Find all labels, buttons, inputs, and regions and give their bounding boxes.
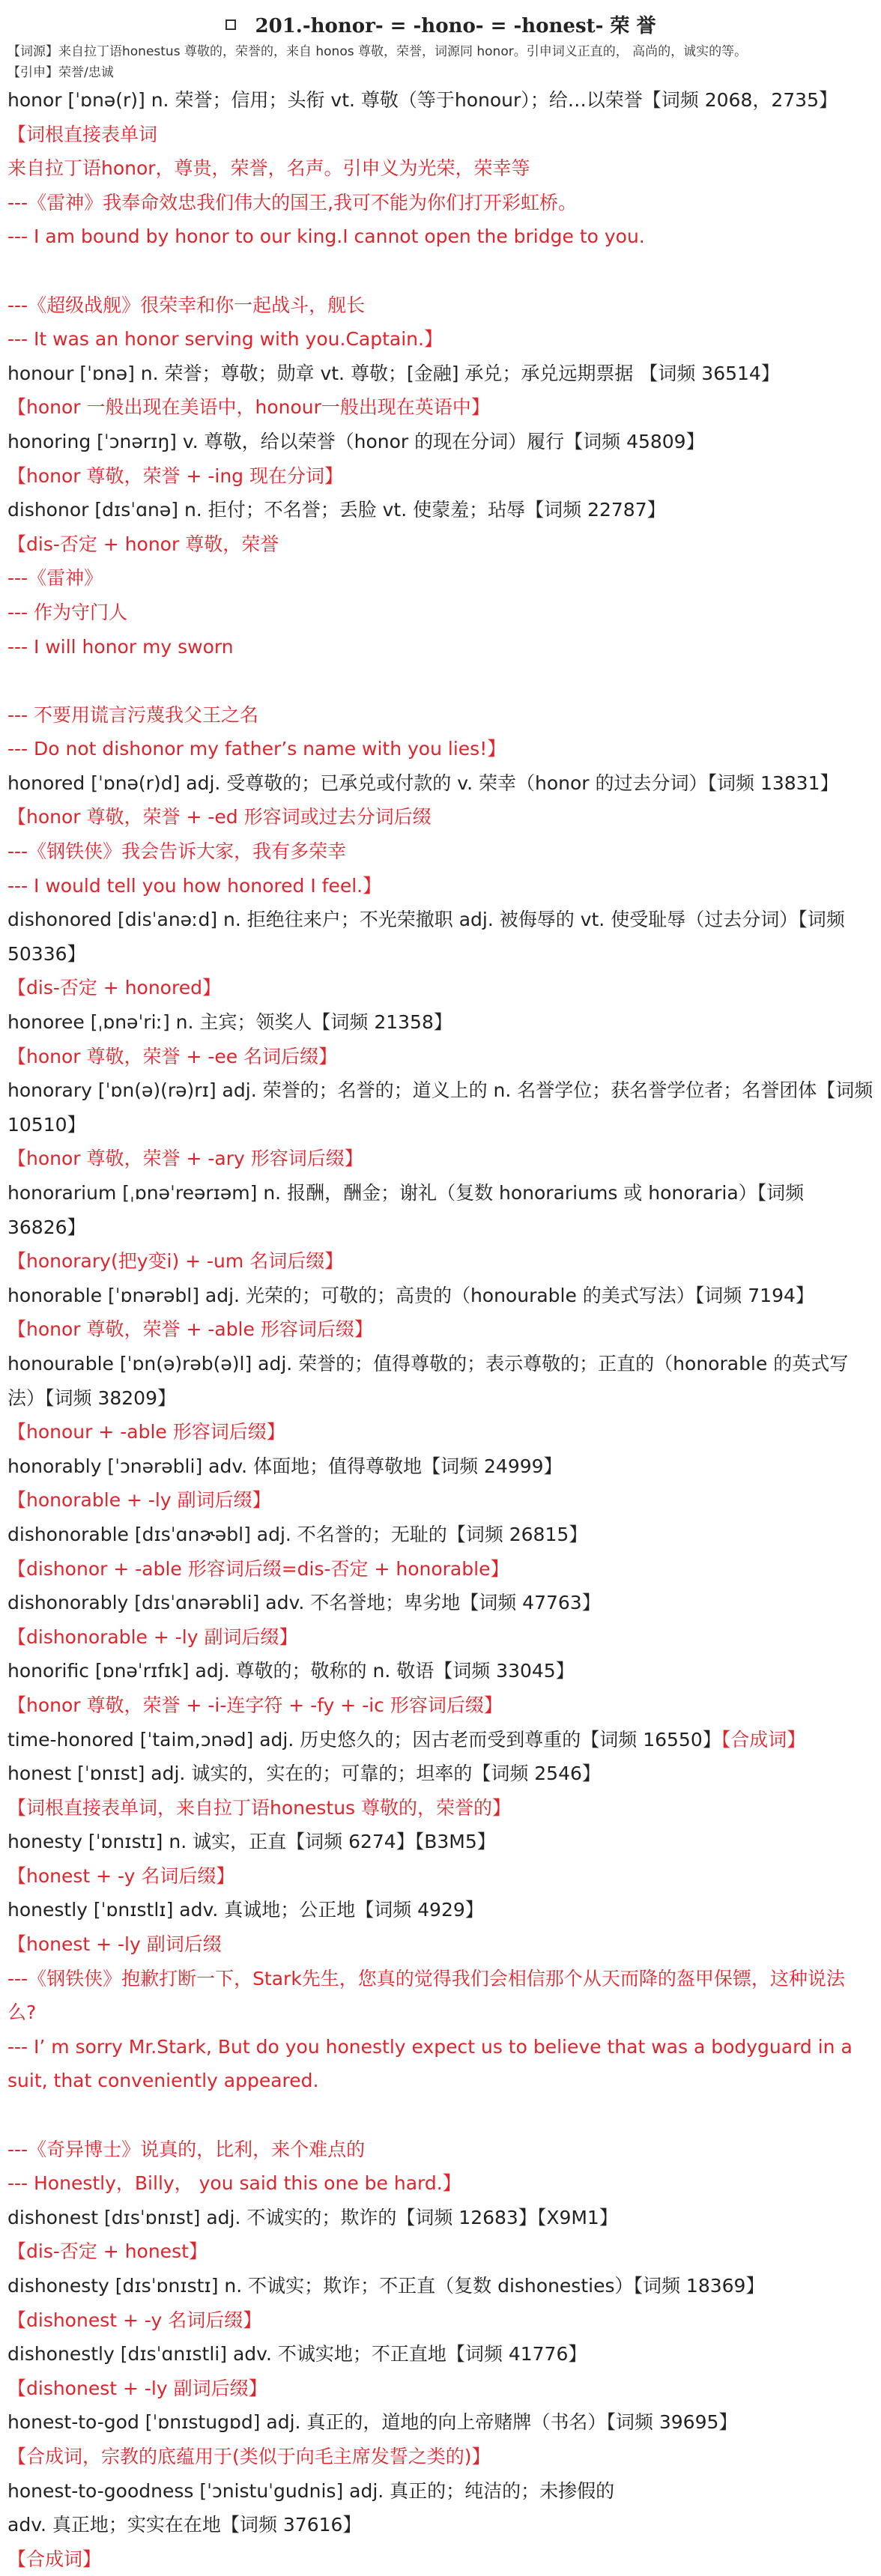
- line-text: 来自拉丁语honor，尊贵，荣誉，名声。引申义为光荣，荣幸等: [7, 157, 530, 180]
- line-text: 【honor 尊敬，荣誉 + -ary 形容词后缀】: [7, 1148, 363, 1170]
- line-text: honorary [ˈɒn(ə)(rə)rɪ] adj. 荣誉的；名誉的；道义上的 n. 名誉学位；获名誉学位者；名誉团体【词频 10510】: [7, 1079, 874, 1136]
- line-text: dishonorable [dɪsˈɑnɚəbl] adj. 不名誉的；无耻的【词频 26815】: [7, 1523, 588, 1545]
- line-text: dishonest [dɪsˈɒnɪst] adj. 不诚实的；欺诈的【词频 12683】【X9M1】: [7, 2206, 618, 2228]
- annotation-line: [7, 561, 874, 595]
- annotation-line: [7, 1791, 874, 1825]
- annotation-line: [7, 1040, 874, 1074]
- annotation-line: [7, 186, 874, 220]
- line-text: ---《超级战舰》很荣幸和你一起战斗，舰长: [7, 294, 366, 316]
- annotation-line: [7, 2030, 874, 2098]
- line-text: 【honorary(把y变i) + -um 名词后缀】: [7, 1250, 344, 1273]
- annotation-line: [7, 1142, 874, 1176]
- line-text: honestly [ˈɒnɪstlɪ] adv. 真诚地；公正地【词频 4929】: [7, 1899, 484, 1921]
- line-text: 【honor 尊敬，荣誉 + -ing 现在分词】: [7, 464, 343, 487]
- annotation-line: [7, 1552, 874, 1586]
- annotation-line: [7, 2542, 874, 2576]
- line-text: adv. 真正地；实实在在地【词频 37616】: [7, 2514, 362, 2536]
- annotation-line: [7, 2372, 874, 2406]
- extension-note: 【引申】荣誉/忠诚: [7, 65, 114, 80]
- blank-line: [7, 664, 874, 698]
- line-text: --- It was an honor serving with you.Captain.】: [7, 328, 443, 351]
- annotation-line: [7, 390, 874, 425]
- annotation-line: [7, 2440, 874, 2474]
- line-text: 【dishonor + -able 形容词后缀=dis-否定 + honorable】: [7, 1557, 509, 1580]
- line-text: 【honor 尊敬，荣誉 + -ed 形容词或过去分词后缀: [7, 806, 432, 828]
- line-text: 【dis-否定 + honest】: [7, 2240, 208, 2263]
- line-text: 【honor 尊敬，荣誉 + -ee 名词后缀】: [7, 1045, 338, 1067]
- annotation-line: [7, 459, 874, 494]
- entry-line: [7, 2201, 874, 2235]
- line-text: 【dishonorable + -ly 副词后缀】: [7, 1625, 298, 1648]
- line-text: 【honor 一般出现在美语中，honour一般出现在英语中】: [7, 396, 490, 419]
- annotation-line: [7, 630, 874, 664]
- blank-line: [7, 254, 874, 288]
- entry-line: [7, 2405, 874, 2440]
- etymology-note: 【词源】来自拉丁语honestus 尊敬的，荣誉的，来自 honos 尊敬，荣誉，词源同 honor。引申词义正直的， 高尚的，诚实的等。: [7, 44, 748, 59]
- annotation-line: [7, 1244, 874, 1279]
- annotation-line: [7, 1415, 874, 1449]
- line-text: honor [ˈɒnə(r)] n. 荣誉；信用；头衔 vt. 尊敬（等于honour）；给…以荣誉【词频 2068，2735】: [7, 89, 838, 111]
- entry-line: [7, 1073, 874, 1142]
- line-text: --- Do not dishonor my father’s name with you lies!】: [7, 738, 506, 760]
- line-text: --- I will honor my sworn: [7, 635, 234, 658]
- entry-line: [7, 766, 874, 801]
- line-text: --- 不要用谎言污蔑我父王之名: [7, 703, 259, 726]
- entry-line: [7, 1518, 874, 1552]
- entry-line: [7, 903, 874, 971]
- line-text: 【honour + -able 形容词后缀】: [7, 1421, 285, 1443]
- title-text: 201.-honor- = -hono- = -honest- 荣 誉: [255, 15, 656, 37]
- line-text: dishonestly [dɪsˈɑnɪstli] adv. 不诚实地；不正直地【词频 41776】: [7, 2343, 587, 2366]
- entry-line: [7, 1757, 874, 1791]
- line-text: --- I am bound by honor to our king.I cannot open the bridge to you.: [7, 225, 645, 248]
- document-title: [7, 10, 874, 38]
- entry-line: [7, 1586, 874, 1620]
- annotation-line: [7, 118, 874, 152]
- entry-line: [7, 1449, 874, 1484]
- line-text: 【honor 尊敬，荣誉 + -able 形容词后缀】: [7, 1318, 373, 1341]
- line-text: --- I would tell you how honored I feel.】: [7, 874, 382, 897]
- entry-line: [7, 1347, 874, 1415]
- line-text: 【dishonest + -y 名词后缀】: [7, 2309, 262, 2331]
- line-text: honorific [ɒnəˈrɪfɪk] adj. 尊敬的；敬称的 n. 敬语【词频 33045】: [7, 1660, 575, 1682]
- entry-line: [7, 1723, 874, 1757]
- entry-line: [7, 1825, 874, 1859]
- annotation-line: [7, 1312, 874, 1347]
- entry-line: [7, 2474, 874, 2509]
- line-text: honourable [ˈɒn(ə)rəb(ə)l] adj. 荣誉的；值得尊敬的；表示尊敬的；正直的（honorable 的英式写法）【词频 38209】: [7, 1352, 849, 1409]
- line-text: honoree [ˌɒnəˈriː] n. 主宾；领奖人【词频 21358】: [7, 1011, 452, 1034]
- annotation-line: [7, 1859, 874, 1894]
- line-text: ---《雷神》我奉命效忠我们伟大的国王,我可不能为你们打开彩虹桥。: [7, 191, 578, 213]
- line-text: ---《钢铁侠》抱歉打断一下，Stark先生，您真的觉得我们会相信那个从天而降的盔甲保镖，这种说法么?: [7, 1967, 845, 2024]
- line-text: honour [ˈɒnə] n. 荣誉；尊敬；勋章 vt. 尊敬；[金融] 承兑；承兑远期票据 【词频 36514】: [7, 362, 780, 384]
- annotation-line: [7, 1688, 874, 1723]
- entry-line: [7, 425, 874, 459]
- annotation-line: [7, 732, 874, 766]
- annotation-line: [7, 1927, 874, 1962]
- line-text: --- Honestly，Billy， you said this one be hard.】: [7, 2172, 461, 2195]
- line-text: dishonesty [dɪsˈɒnɪstɪ] n. 不诚实；欺诈；不正直（复数 dishonesties）【词频 18369】: [7, 2275, 765, 2297]
- line-text: time-honored [ˈtaim,ɔnəd] adj. 历史悠久的；因古老而受到尊重的【词频 16550】: [7, 1728, 721, 1751]
- entry-line: [7, 493, 874, 527]
- annotation-line: [7, 800, 874, 834]
- line-text: 【dis-否定 + honor 尊敬，荣誉: [7, 533, 279, 555]
- entry-line: [7, 2269, 874, 2303]
- line-text: --- I’ m sorry Mr.Stark, But do you honestly expect us to believe that was a bodyguard in a suit, that conveniently appeared.: [7, 2035, 853, 2092]
- entry-line: [7, 1176, 874, 1244]
- line-text: ---《钢铁侠》我会告诉大家，我有多荣幸: [7, 840, 347, 863]
- line-text: honorarium [ˌɒnəˈreərɪəm] n. 报酬，酬金；谢礼（复数 honorariums 或 honoraria）【词频 36826】: [7, 1182, 805, 1238]
- line-text: ---《奇异博士》说真的，比利，来个难点的: [7, 2138, 366, 2160]
- line-text: 【合成词，宗教的底蕴用于(类似于向毛主席发誓之类的)】: [7, 2445, 491, 2467]
- line-text: 【合成词】: [7, 2548, 102, 2570]
- line-text: honesty [ˈɒnɪstɪ] n. 诚实，正直【词频 6274】【B3M5】: [7, 1831, 496, 1853]
- entry-lines: [7, 83, 874, 2576]
- annotation-line: [7, 595, 874, 630]
- annotation-line: [7, 2166, 874, 2201]
- line-text: 【dis-否定 + honored】: [7, 977, 221, 999]
- line-text: dishonorably [dɪsˈɑnərəbli] adv. 不名誉地；卑劣地【词频 47763】: [7, 1592, 601, 1614]
- entry-line: [7, 1279, 874, 1313]
- annotation-line: [7, 834, 874, 869]
- line-text: 【honest + -y 名词后缀】: [7, 1864, 235, 1887]
- line-text: 【词根直接表单词: [7, 123, 158, 145]
- annotation-line: [7, 322, 874, 357]
- annotation-line: [7, 2234, 874, 2269]
- line-text: 【honor 尊敬，荣誉 + -i-连字符 + -fy + -ic 形容词后缀】: [7, 1694, 503, 1716]
- line-text: 【词根直接表单词，来自拉丁语honestus 尊敬的，荣誉的】: [7, 1796, 512, 1819]
- annotation-line: [7, 698, 874, 733]
- checkbox-square-icon: [225, 19, 236, 30]
- annotation-line: [7, 2133, 874, 2167]
- line-text: dishonored [disˈanəːd] n. 拒绝往来户；不光荣撤职 adj. 被侮辱的 vt. 使受耻辱（过去分词）【词频 50336】: [7, 909, 845, 965]
- annotation-line: [7, 527, 874, 562]
- entry-line: [7, 1654, 874, 1688]
- line-text: --- 作为守门人: [7, 601, 128, 623]
- compound-tag: 【合成词】: [721, 1728, 806, 1751]
- line-text: honoring [ˈɔnərɪŋ] v. 尊敬，给以荣誉（honor 的现在分词）履行【词频 45809】: [7, 430, 705, 452]
- entry-line: [7, 2337, 874, 2372]
- entry-line: [7, 357, 874, 391]
- line-text: honest [ˈɒnɪst] adj. 诚实的，实在的；可靠的；坦率的【词频 2546】: [7, 1763, 601, 1785]
- entry-line: [7, 1893, 874, 1927]
- line-text: 【honorable + -ly 副词后缀】: [7, 1489, 271, 1512]
- line-text: ---《雷神》: [7, 567, 103, 590]
- annotation-line: [7, 2303, 874, 2338]
- annotation-line: [7, 1483, 874, 1518]
- annotation-line: [7, 971, 874, 1005]
- blank-line: [7, 2098, 874, 2133]
- entry-line: [7, 83, 874, 118]
- annotation-line: [7, 1620, 874, 1655]
- line-text: honest-to-goodness [ˈɔnistuˈgudnis] adj. 真正的；纯洁的；未掺假的: [7, 2479, 615, 2502]
- annotation-line: [7, 1962, 874, 2030]
- annotation-line: [7, 219, 874, 254]
- line-text: 【honest + -ly 副词后缀: [7, 1933, 222, 1956]
- line-text: honorably [ˈɔnərəbli] adv. 体面地；值得尊敬地【词频 24999】: [7, 1455, 563, 1477]
- annotation-line: [7, 288, 874, 323]
- annotation-line: [7, 151, 874, 186]
- line-text: honorable [ˈɒnərəbl] adj. 光荣的；可敬的；高贵的（honourable 的美式写法）【词频 7194】: [7, 1284, 814, 1306]
- annotation-line: [7, 869, 874, 903]
- entry-line: [7, 1005, 874, 1040]
- line-text: 【dishonest + -ly 副词后缀】: [7, 2377, 267, 2399]
- line-text: dishonor [dɪsˈɑnə] n. 拒付；不名誉；丢脸 vt. 使蒙羞；玷辱【词频 22787】: [7, 499, 666, 521]
- line-text: honest-to-god [ˈɒnɪstugɒd] adj. 真正的，道地的向上帝赌牌（书名）【词频 39695】: [7, 2411, 738, 2434]
- line-text: honored [ˈɒnə(r)d] adj. 受尊敬的；已承兑或付款的 v. 荣幸（honor 的过去分词）【词频 13831】: [7, 772, 839, 794]
- entry-line: [7, 2508, 874, 2542]
